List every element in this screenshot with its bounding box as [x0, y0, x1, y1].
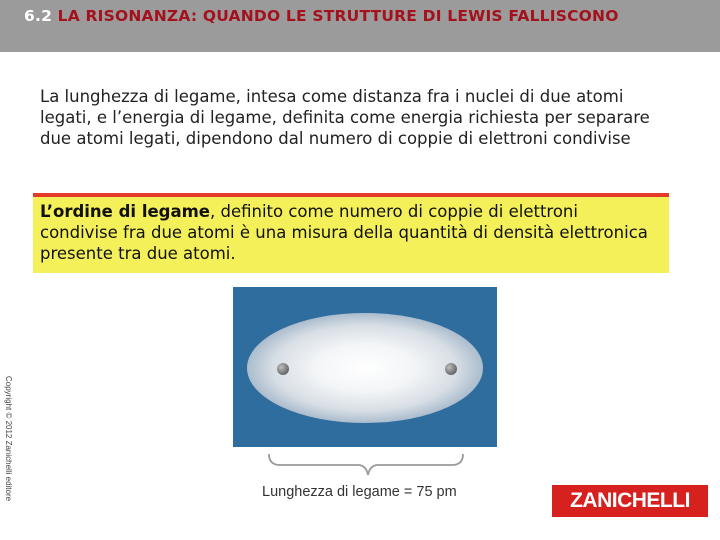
- body-paragraph: La lunghezza di legame, intesa come distanza fra i nuclei di due atomi legati, e l’energia di legame, definita come energia richiesta per separare due atomi legati, dipendono dal numero di coppie di elettroni condivise: [40, 87, 650, 148]
- section-title: LA RISONANZA: QUANDO LE STRUTTURE DI LEWIS FALLISCONO: [57, 7, 619, 25]
- slide-header: [0, 0, 720, 52]
- nucleus-left: [277, 363, 289, 375]
- definition-text: [40, 201, 660, 264]
- section-number: 6.2: [24, 7, 53, 25]
- definition-term: L’ordine di legame: [40, 202, 210, 221]
- figure-caption: Lunghezza di legame = 75 pm: [262, 484, 457, 500]
- slide-title: [24, 7, 664, 26]
- copyright-notice: Copyright © 2012 Zanichelli editore: [4, 376, 13, 502]
- electron-density-figure: [233, 287, 497, 447]
- definition-body: , definito come numero di coppie di elettroni condivise fra due atomi è una misura della quantità di densità elettronica presente tra due atomi.: [40, 202, 648, 263]
- nucleus-right: [445, 363, 457, 375]
- bond-length-brace: [266, 452, 466, 478]
- publisher-logo: ZANICHELLI: [552, 485, 708, 517]
